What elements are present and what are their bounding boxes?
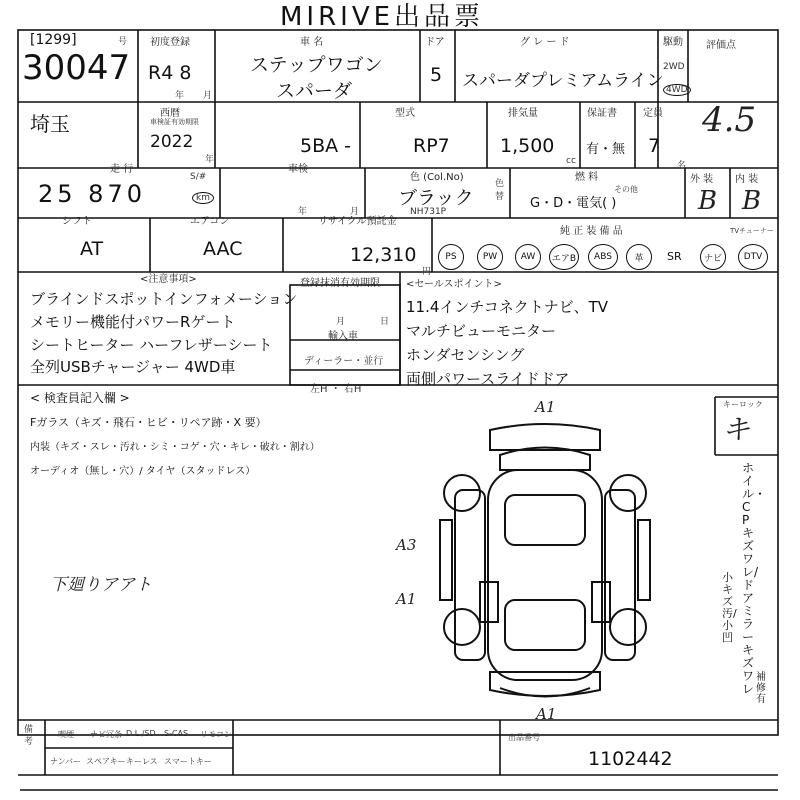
vehicle-diagram — [440, 424, 650, 697]
register-deadline-label: 登録抹消有効期限 — [300, 278, 380, 289]
inspector-glass: Fガラス（キズ・飛石・ヒビ・リペア跡・X 要） — [30, 416, 267, 429]
exterior-value: B — [698, 186, 718, 216]
equipment-label: 純 正 装 備 品 — [560, 226, 623, 237]
drive-2wd: 2WD — [663, 62, 685, 72]
registration-year-mark: 年 — [175, 91, 185, 101]
inspector-label: < 検査員記入欄 > — [30, 391, 130, 405]
mileage-label: 走 行 — [110, 164, 134, 175]
sales-points-label: <セールスポイント> — [406, 279, 502, 290]
fuel-value: G・D・電気( ) — [530, 196, 617, 211]
exhibit-label: 出品番号 — [508, 733, 540, 742]
import-label: 輸入車 — [328, 331, 358, 342]
car-name-line1: ステップワゴン — [250, 54, 383, 76]
displacement-label: 排気量 — [508, 108, 538, 119]
color-code: NH731P — [410, 207, 447, 217]
inspection-month: 月 — [350, 207, 360, 217]
registration-month-mark: 月 — [203, 91, 213, 101]
ac-label: エアコン — [190, 216, 230, 227]
footer-remarks-label: 備考 — [24, 725, 34, 747]
sales-point-4: 両側パワースライドドア — [406, 370, 570, 388]
sales-point-2: マルチビューモニター — [406, 322, 557, 340]
side-note-col2: 小キズ 汚/小凹 — [722, 571, 737, 644]
mileage-unit: km — [192, 192, 214, 204]
equip-navi: ナビ — [700, 244, 726, 270]
footer-opt-number: ナンバー — [50, 757, 82, 766]
drive-label: 駆動 — [663, 37, 683, 48]
ac-value: AAC — [203, 238, 243, 260]
shift-value: AT — [80, 238, 104, 260]
inspection-validity: 車検証有効期限 — [150, 118, 199, 126]
tv-tuner-label: TVチューナー — [730, 227, 774, 235]
score-value: 4.5 — [702, 100, 757, 140]
equip-leather: 革 — [626, 244, 652, 270]
displacement-value: 1,500 — [500, 135, 555, 157]
lot-tag: [1299] — [30, 32, 77, 48]
grade-value: スパーダプレミアムライン — [462, 71, 664, 91]
color-value: ブラック — [398, 187, 474, 209]
capacity-unit: 名 — [677, 161, 687, 171]
doors-label: ドア — [425, 37, 445, 48]
lot-number: 30047 — [22, 48, 131, 88]
fuel-other: その他 — [614, 185, 638, 194]
inspector-audio-tire: オーディオ（無し・穴）/ タイヤ（スタッドレス） — [30, 466, 256, 477]
import-dealer: ディーラー・並行 — [304, 356, 384, 367]
car-name-label: 車 名 — [300, 37, 324, 48]
handwritten-note: 下廻りアアト — [50, 575, 152, 595]
footer-opt-navi: ナビ冗条 — [90, 730, 122, 739]
note-line-4: 全列USBチャージャー 4WD車 — [30, 358, 236, 376]
equip-abs: ABS — [588, 244, 618, 270]
note-line-1: ブラインドスポットインフォメーション — [30, 290, 298, 308]
exterior-label: 外 装 — [690, 174, 714, 185]
inspection-year: 年 — [298, 207, 308, 217]
register-day: 日 — [380, 317, 390, 327]
region: 埼玉 — [30, 112, 70, 136]
year-value: 2022 — [150, 132, 194, 152]
key-lock-label: キーロック — [723, 400, 763, 409]
registration-value: R4 8 — [148, 62, 192, 84]
import-steering: 左H ・ 右H — [310, 384, 362, 395]
year-label: 西暦 — [160, 108, 180, 119]
lot-suffix: 号 — [118, 37, 128, 47]
mileage-sub: S/# — [190, 172, 207, 182]
footer-opt-spare-key: スペアキー — [86, 757, 126, 766]
grade-label: グ レ ー ド — [520, 37, 570, 48]
side-note-col3: 補修有 — [756, 672, 766, 705]
model-label: 型式 — [395, 108, 415, 119]
model-code: RP7 — [413, 135, 450, 157]
year-unit: 年 — [205, 155, 215, 165]
footer-opt-smoking: 喫煙 — [58, 730, 74, 739]
mark-left-a3: A3 — [396, 536, 417, 554]
score-label: 評価点 — [706, 40, 736, 51]
footer-opt-scas: S-CAS — [164, 729, 189, 738]
footer-opt-smart-key: スマートキー — [164, 757, 212, 766]
car-name-line2: スパーダ — [276, 80, 353, 102]
model-prefix: 5BA - — [300, 135, 352, 157]
shift-label: シフト — [62, 216, 92, 227]
recycle-label: リサイクル預託金 — [318, 216, 397, 227]
capacity-label: 定員 — [643, 108, 663, 119]
displacement-unit: cc — [566, 156, 576, 166]
warranty-value: 有・無 — [586, 142, 626, 157]
mark-rear: A1 — [536, 705, 557, 723]
equip-ps: PS — [438, 244, 464, 270]
equip-airbag: エアB — [549, 244, 579, 270]
recycle-unit: 円 — [422, 267, 432, 277]
fuel-label: 燃 料 — [575, 172, 599, 183]
mark-front: A1 — [535, 398, 556, 416]
footer-opt-remote: リモコン — [200, 730, 232, 739]
note-line-2: メモリー機能付パワーRゲート — [30, 313, 236, 331]
equip-aw: AW — [515, 244, 541, 270]
inspector-interior: 内装（キズ・スレ・汚れ・シミ・コゲ・穴・キレ・破れ・割れ） — [30, 442, 320, 453]
footer-opt-dlsd: D.L./SD — [126, 729, 156, 738]
form-title: MIRIVE出品票 — [280, 2, 485, 32]
interior-label: 内 装 — [735, 174, 759, 185]
drive-4wd: 4WD — [663, 84, 691, 96]
sales-point-1: 11.4インチコネクトナビ、TV — [406, 298, 609, 316]
footer-opt-keyless: キーレス — [126, 757, 158, 766]
equip-dtv: DTV — [738, 244, 768, 270]
color-change: 色替 — [495, 179, 505, 202]
note-line-3: シートヒーター ハーフレザーシート — [30, 336, 273, 354]
interior-value: B — [742, 186, 762, 216]
capacity-value: 7 — [648, 135, 661, 157]
equip-pw: PW — [477, 244, 503, 270]
registration-label: 初度登録 — [150, 37, 190, 48]
recycle-value: 12,310 — [350, 244, 417, 266]
mileage-value: 25 870 — [38, 180, 146, 208]
exhibit-number: 1102442 — [588, 748, 673, 770]
inspection-label: 車検 — [288, 164, 308, 175]
warranty-label: 保証書 — [587, 108, 617, 119]
register-month: 月 — [336, 317, 346, 327]
color-label: 色 (Col.No) — [410, 172, 464, 183]
key-lock-value: キ — [722, 413, 751, 446]
sales-point-3: ホンダセンシング — [406, 346, 525, 364]
equip-sr: SR — [667, 250, 682, 263]
notes-label: <注意事項> — [140, 274, 197, 285]
doors-value: 5 — [430, 64, 443, 86]
side-note-col1: ホイル・CPキズワレ/ドアミラーキズワレ — [742, 461, 767, 696]
mark-left-a1: A1 — [396, 590, 417, 608]
